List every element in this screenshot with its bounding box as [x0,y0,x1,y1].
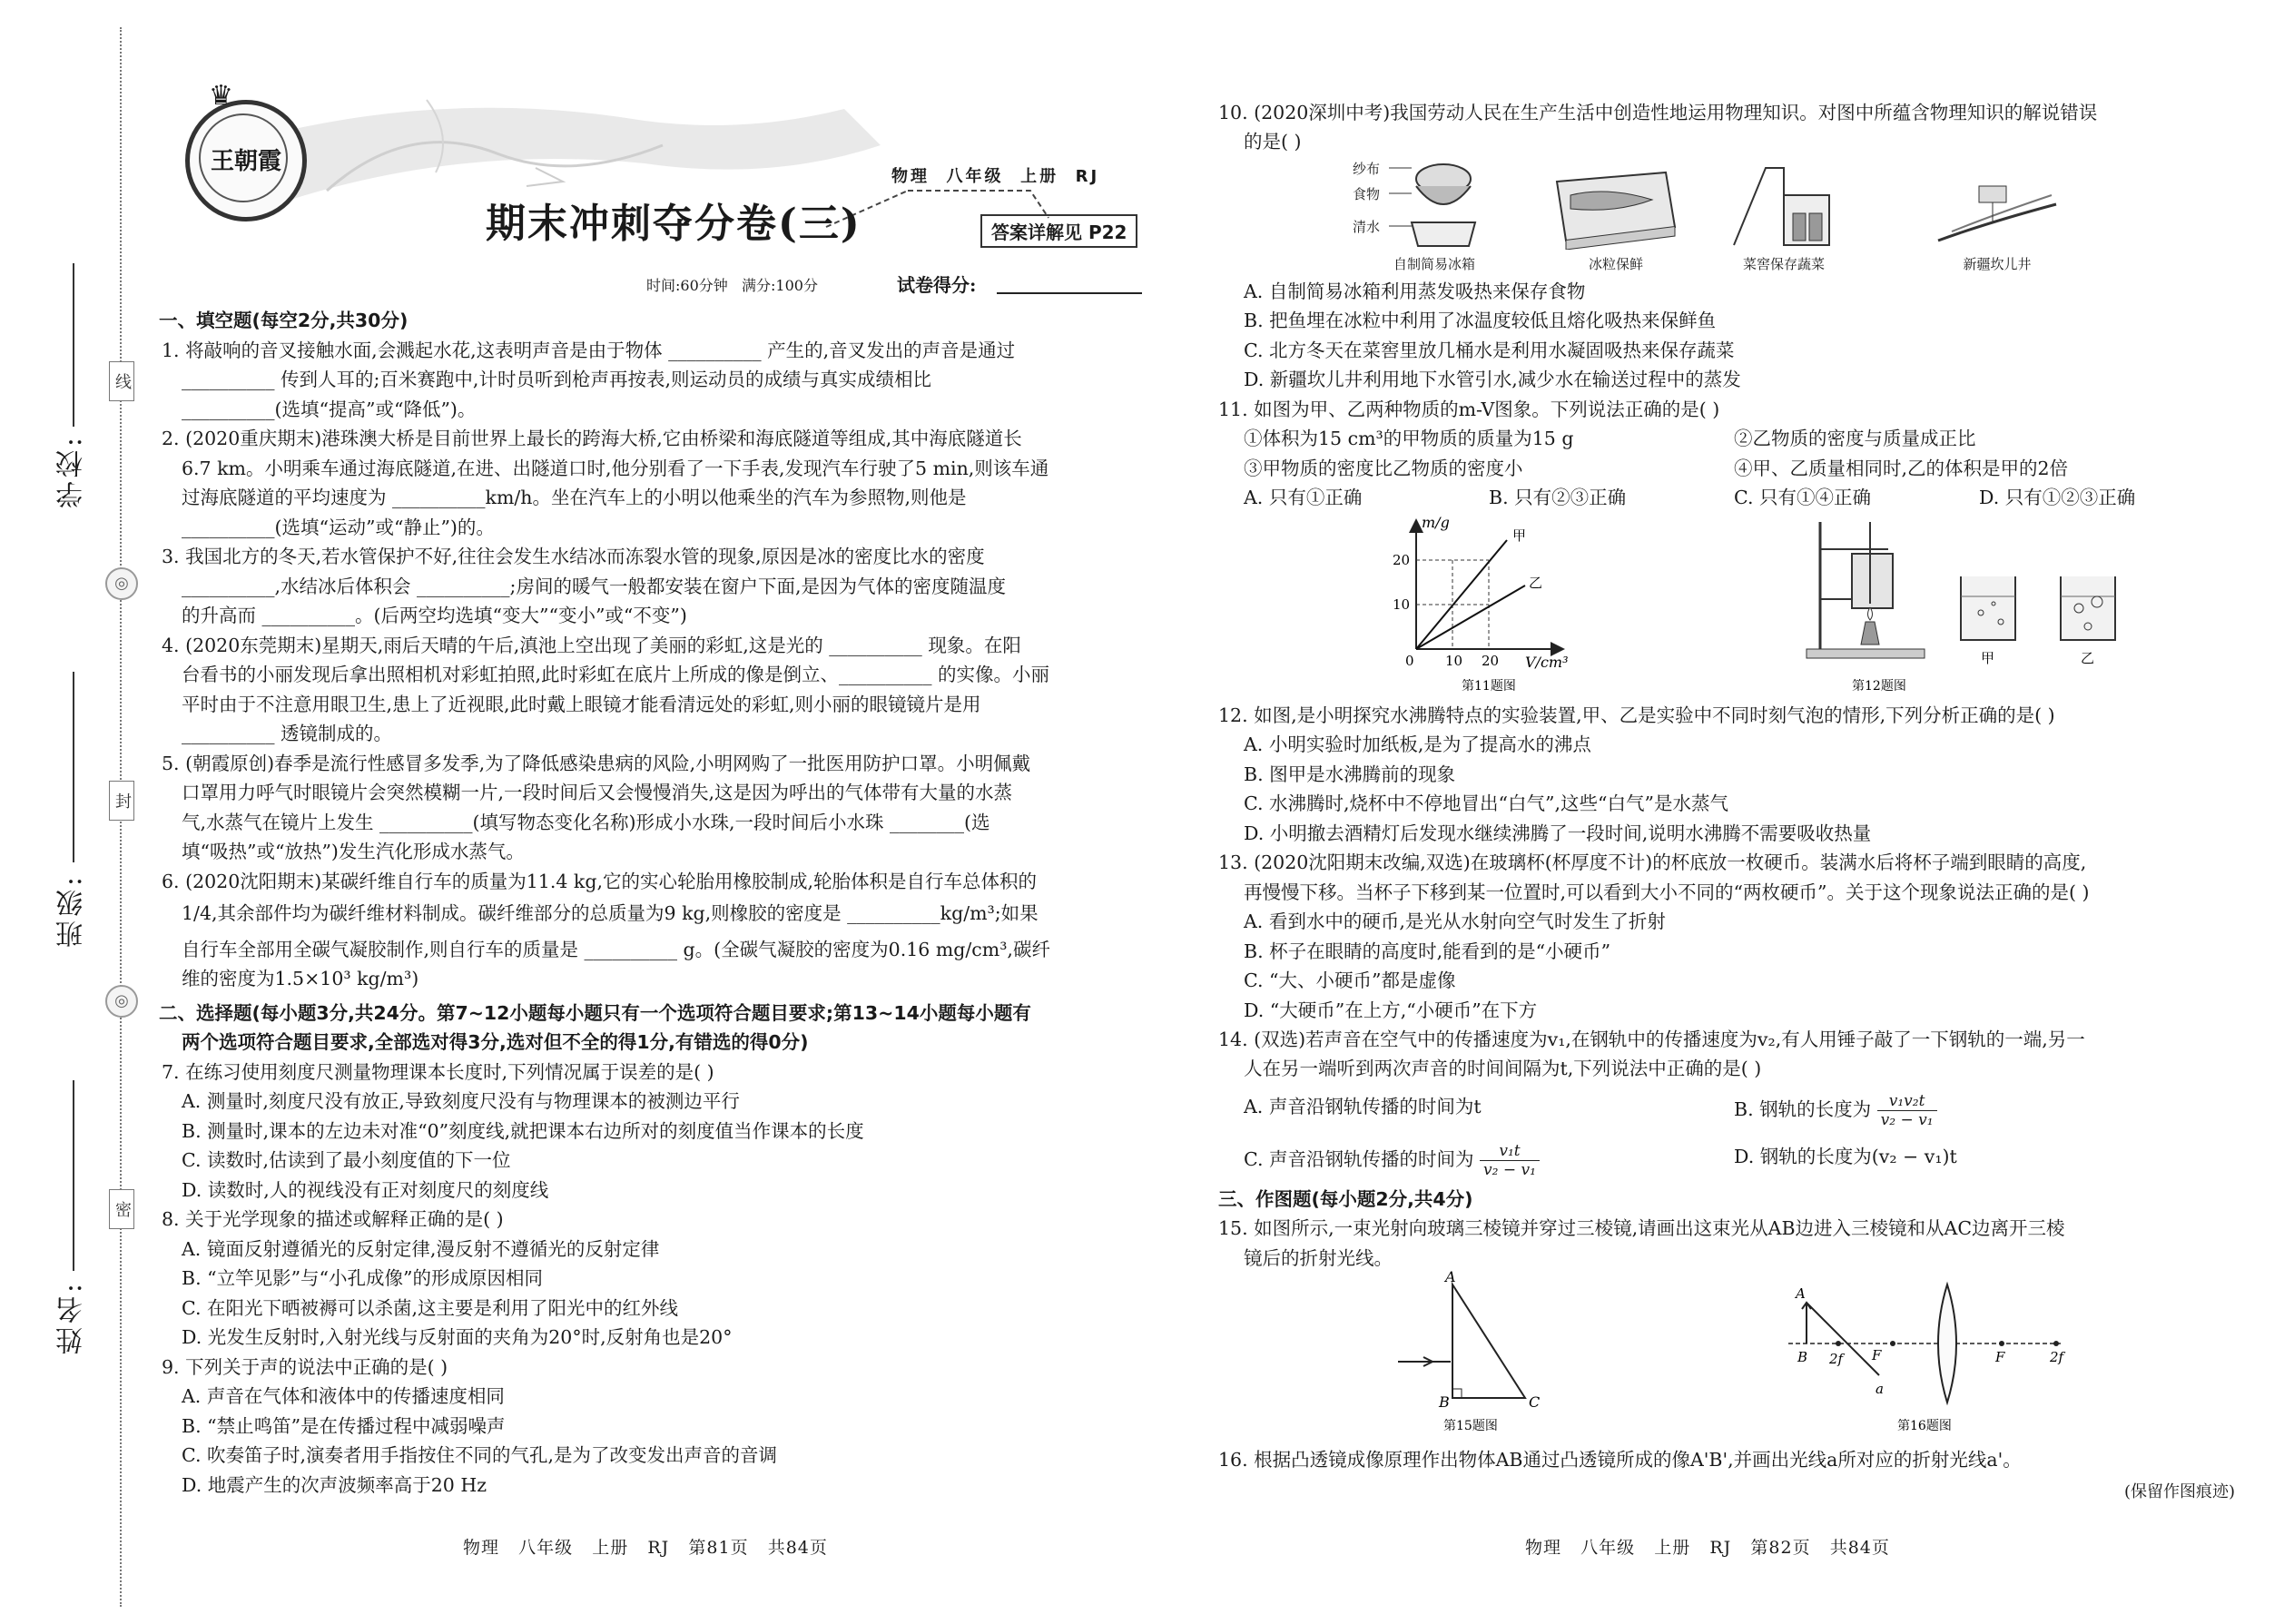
keep-traces-note: (保留作图痕迹) [2124,1482,2236,1501]
right-page: 10. (2020深圳中考)我国劳动人民在生产生活中创造性地运用物理知识。对图中所蕴含物理知识的解说错误 的是( ) 纱布 食物 清水 自制简易冰箱 冰粒保鲜 菜窖保存蔬菜 新疆坎儿井 A. 自制简易冰箱利用蒸发吸热来保存食物 B. 把鱼埋在冰粒中利用了冰温度较低且熔化吸热来保鲜鱼 C. 北方冬天在菜窖里放几桶水是利用水凝固吸热来保存蔬菜 D. 新疆坎儿井利用地下水管引水,减少水在输送过程中的蒸发 11. 如图为甲、乙两种物质的m-V图象。下列说法正确的是( ) ①体积为15 cm³的甲物质的质量为15 g ②乙物质的密度与质量成正比 ③甲物质的密度比乙物质的密度小 ④甲、乙质量相同时,乙的体积是甲的2倍 A. 只有①正确 B. 只有②③正确 C. 只有①④正确 D. 只有①②③正确 m/g V/cm³ 0 10 20 10 20 甲 乙 第11题图 甲 乙 第12题图 12. 如图,是小明探究水沸腾特点的实验装置,甲、乙是实验中不同时刻气泡的情形,下列分析正确的是( ) A. 小明实验时加纸板,是为了提高水的沸点 B. 图甲是水沸腾前的现象 C. 水沸腾时,烧杯中不停地冒出“白气”,这些“白气”是水蒸气 D. 小明撤去酒精灯后发现水继续沸腾了一段时间,说明水沸腾不需要吸收热量 13. (2020沈阳期末改编,双选)在玻璃杯(杯厚度不计)的杯底放一枚硬币。装满水后将杯子端到眼睛的高度, 再慢慢下移。当杯子下移到某一位置时,可以看到大小不同的“两枚硬币”。关于这个现象说法正确的是( ) A. 看到水中的硬币,是光从水射向空气时发生了折射 B. 杯子在眼睛的高度时,能看到的是“小硬币” C. “大、小硬币”都是虚像 D. “大硬币”在上方,“小硬币”在下方 14. (双选)若声音在空气中的传播速度为v₁,在钢轨中的传播速度为v₂,有人用锤子敲了一下钢轨的一端,另一 人在另一端听到两次声音的时间间隔为t,下列说法中正确的是( ) A. 声音沿钢轨传播的时间为t B. 钢轨的长度为 $\frac{\text{v₁v₂t}}{\text{v₂ − v₁}}$ C. 声音沿钢轨传播的时间为 $\frac{\text{v₁t}}{\text{v₂ − v₁}}$ D. 钢轨的长度为(v₂ − v₁)t 三、作图题(每小题2分,共4分) 15. 如图所示,一束光射向玻璃三棱镜并穿过三棱镜,请画出这束光从AB边进入三棱镜和从AC边离开三棱 镜后的折射光线。 A B C 第15题图 A B 2f F F 2f a 第16题图 16. 根据凸透镜成像原理作出物体AB通过凸透镜所成的像A'B',并画出光线a所对应的折射光线a'。 (保留作图痕迹) 物理 八年级 上册 RJ 第82页 共84页 [1218,102,2236,1558]
option[interactable]: C. 北方冬天在菜窖里放几桶水是利用水凝固吸热来保存蔬菜 [1244,340,1735,361]
karez-illustration [1934,168,2061,250]
x-tick-label: 20 [1482,653,1500,669]
ice-fish-illustration [1552,163,1679,250]
y-tick-label: 10 [1393,596,1411,613]
time-score: 时间:60分钟 满分:100分 [646,277,818,294]
cut-mark-1: 线 [109,361,134,401]
option[interactable]: A. 声音沿钢轨传播的时间为t [1244,1096,1482,1117]
figure-caption: 第11题图 [1462,679,1516,694]
question-16: 16. 根据凸透镜成像原理作出物体AB通过凸透镜所成的像A'B',并画出光线a所对应的折射光线a'。 [1218,1449,2022,1471]
option[interactable]: B. 钢轨的长度为 $\frac{\text{v₁v₂t}}{\text{v₂ − v₁}}$ [1734,1092,1937,1129]
name-line[interactable] [73,1080,74,1271]
option[interactable]: C. 吹奏笛子时,演奏者用手指按住不同的气孔,是为了改变发出声音的音调 [182,1444,778,1466]
score-field[interactable] [997,292,1142,294]
page-footer: 物理 八年级 上册 RJ 第82页 共84页 [1525,1538,1890,1558]
figure-12-apparatus [1779,513,2161,694]
section-choice-note: 两个选项符合题目要求,全部选对得3分,选对但不全的得1分,有错选的得0分) [182,1031,809,1053]
hole-icon: ◎ [105,567,138,600]
cut-mark-2: 封 [109,781,134,821]
convex-lens [1938,1284,1956,1403]
option[interactable]: D. 只有①②③正确 [1979,487,2136,508]
option[interactable]: C. 只有①④正确 [1734,487,1871,508]
school-line[interactable] [73,263,74,427]
left-page: 王朝霞 ♛ 物理 八年级 上册 RJ 期末冲刺夺分卷(三) 答案详解见 P22 时间:60分钟 满分:100分 试卷得分: 一、填空题(每空2分,共30分) 1. 将敲响的音叉接触水面,会溅起水花,这表明声音是由于物体 __________ 产生的,音叉发出的声音是通过 __________ 传到人耳的;百米赛跑中,计时员听到枪声再按表,则运动员的成绩与真实成绩相比 __________(选填“提高”或“降低”)。 2. (2020重庆期末)港珠澳大桥是目前世界上最长的跨海大桥,它由桥梁和海底隧道等组成,其中海底隧道长 6.7 km。小明乘车通过海底隧道,在进、出隧道口时,他分别看了一下手表,发现汽车行驶了5 min,则该车通 过海底隧道的平均速度为 __________km/h。坐在汽车上的小明以他乘坐的汽车为参照物,则他是 __________(选填“运动”或“静止”)的。 3. 我国北方的冬天,若水管保护不好,往往会发生水结冰而冻裂水管的现象,原因是冰的密度比水的密度 __________,水结冰后体积会 __________;房间的暖气一般都安装在窗户下面,是因为气体的密度随温度 的升高而 __________。(后两空均选填“变大”“变小”或“不变”) 4. (2020东莞期末)星期天,雨后天晴的午后,滇池上空出现了美丽的彩虹,这是光的 __________ 现象。在阳 台看书的小丽发现后拿出照相机对彩虹拍照,此时彩虹在底片上所成的像是倒立、__________ 的实像。小丽 平时由于不注意用眼卫生,患上了近视眼,此时戴上眼镜才能看清远处的彩虹,则小丽的眼镜镜片是用 __________ 透镜制成的。 5. (朝霞原创)春季是流行性感冒多发季,为了降低感染患病的风险,小明网购了一批医用防护口罩。小明佩戴 口罩用力呼气时眼镜片会突然模糊一片,一段时间后又会慢慢消失,这是因为呼出的气体带有大量的水蒸 气,水蒸气在镜片上发生 __________(填写物态变化名称)形成小水珠,一段时间后小水珠 ________(选 填“吸热”或“放热”)发生汽化形成水蒸气。 6. (2020沈阳期末)某碳纤维自行车的质量为11.4 kg,它的实心轮胎用橡胶制成,轮胎体积是自行车总体积的 1/4,其余部件均为碳纤维材料制成。碳纤维部分的总质量为9 kg,则橡胶的密度是 __________kg/m³;如果 自行车全部用全碳气凝胶制作,则自行车的质量是 __________ g。(全碳气凝胶的密度为0.16 mg/cm³,碳纤 维的密度为1.5×10³ kg/m³) 二、选择题(每小题3分,共24分。第7~12小题每小题只有一个选项符合题目要求;第13~14小题每小题有 两个选项符合题目要求,全部选对得3分,选对但不全的得1分,有错选的得0分) 7. 在练习使用刻度尺测量物理课本长度时,下列情况属于误差的是( ) A. 测量时,刻度尺没有放正,导致刻度尺没有与物理课本的被测边平行 B. 测量时,课本的左边未对准“0”刻度线,就把课本右边所对的刻度值当作课本的长度 C. 读数时,估读到了最小刻度值的下一位 D. 读数时,人的视线没有正对刻度尺的刻度线 8. 关于光学现象的描述或解释正确的是( ) A. 镜面反射遵循光的反射定律,漫反射不遵循光的反射定律 B. “立竿见影”与“小孔成像”的形成原因相同 C. 在阳光下晒被褥可以杀菌,这主要是利用了阳光中的红外线 D. 光发生反射时,入射光线与反射面的夹角为20°时,反射角也是20° 9. 下列关于声的说法中正确的是( ) A. 声音在气体和液体中的传播速度相同 B. “禁止鸣笛”是在传播过程中减弱噪声 C. 吹奏笛子时,演奏者用手指按住不同的气孔,是为了改变发出声音的音调 D. 地震产生的次声波频率高于20 Hz 物理 八年级 上册 RJ 第81页 共84页 [154,0,1153,1624]
figure-caption: 第12题图 [1852,679,1906,694]
option[interactable]: D. 地震产生的次声波频率高于20 Hz [182,1474,487,1496]
label-2f-right: 2f [2050,1349,2064,1365]
vertex-c: C [1529,1393,1541,1411]
beaker-label-jia: 甲 [1981,650,1995,666]
label-water: 清水 [1353,219,1381,235]
answer-reference: 答案详解见 P22 [980,214,1137,248]
option[interactable]: C. 在阳光下晒被褥可以杀菌,这主要是利用了阳光中的红外线 [182,1297,679,1319]
section-drawing: 三、作图题(每小题2分,共4分) [1218,1188,1473,1210]
option[interactable]: D. 光发生反射时,入射光线与反射面的夹角为20°时,反射角也是20° [182,1326,733,1348]
option[interactable]: A. 看到水中的硬币,是光从水射向空气时发生了折射 [1244,910,1666,932]
label-f-left: F [1872,1347,1882,1363]
option[interactable]: A. 只有①正确 [1244,487,1363,508]
beaker-label-yi: 乙 [2081,650,2095,666]
series-label-jia: 甲 [1512,527,1527,544]
page-footer: 物理 八年级 上册 RJ 第81页 共84页 [463,1538,828,1558]
option[interactable]: D. 新疆坎儿井利用地下水管引水,减少水在输送过程中的蒸发 [1244,369,1741,390]
cellar-illustration [1729,159,1838,250]
option[interactable]: D. 钢轨的长度为(v₂ − v₁)t [1734,1146,1957,1167]
header-tagline: 物理 八年级 上册 RJ [891,167,1100,186]
figure-caption: 第15题图 [1443,1419,1498,1433]
class-label: 班级: [56,873,88,949]
option[interactable]: D. 小明撤去酒精灯后发现水继续沸腾了一段时间,说明水沸腾不需要吸收热量 [1244,822,1872,844]
fraction: $\frac{\text{v₁v₂t}}{\text{v₂ − v₁}}$ [1877,1092,1937,1129]
y-axis-label: m/g [1422,514,1450,531]
q10-figures [1353,159,2115,277]
caption-ice: 冰粒保鲜 [1588,256,1643,272]
option[interactable]: A. 声音在气体和液体中的传播速度相同 [182,1385,505,1407]
fridge-illustration [1380,159,1480,250]
option[interactable]: B. 把鱼埋在冰粒中利用了冰温度较低且熔化吸热来保鲜鱼 [1244,310,1717,331]
label-food: 食物 [1353,186,1381,202]
x-axis-label: V/cm³ [1525,654,1569,671]
option[interactable]: B. 测量时,课本的左边未对准“0”刻度线,就把课本右边所对的刻度值当作课本的长度 [182,1120,864,1142]
caption-karez: 新疆坎儿井 [1963,256,2032,272]
section-fill-in: 一、填空题(每空2分,共30分) [159,310,409,331]
option[interactable]: B. “立竿见影”与“小孔成像”的形成原因相同 [182,1267,544,1289]
section-choice: 二、选择题(每小题3分,共24分。第7~12小题每小题只有一个选项符合题目要求;第13~14小题每小题有 [159,1002,1031,1024]
label-f-right: F [1995,1349,2005,1365]
cut-mark-3: 密 [109,1189,134,1229]
point-a: A [1796,1285,1806,1302]
y-tick-label: 20 [1393,552,1411,568]
option[interactable]: A. 小明实验时加纸板,是为了提高水的沸点 [1244,733,1591,755]
label-cloth: 纱布 [1353,161,1381,177]
point-b: B [1797,1349,1808,1365]
logo-text: 王朝霞 [210,148,281,175]
origin-label: 0 [1405,653,1414,669]
option[interactable]: B. “禁止鸣笛”是在传播过程中减弱噪声 [182,1415,506,1437]
series-line-jia [1416,540,1507,649]
hole-icon: ◎ [105,985,138,1018]
score-label: 试卷得分: [897,274,977,296]
option[interactable]: A. 镜面反射遵循光的反射定律,漫反射不遵循光的反射定律 [182,1238,660,1260]
option[interactable]: D. “大硬币”在上方,“小硬币”在下方 [1244,999,1538,1021]
figure-16-lens[interactable] [1788,1280,2079,1434]
crown-icon: ♛ [209,80,233,112]
binding-margin [0,0,154,1624]
publisher-logo [185,100,307,221]
vertex-a: A [1445,1271,1456,1285]
option[interactable]: B. 杯子在眼睛的高度时,能看到的是“小硬币” [1244,940,1611,962]
series-label-yi: 乙 [1529,575,1543,591]
prism-shape [1452,1284,1525,1398]
option[interactable]: C. 水沸腾时,烧杯中不停地冒出“白气”,这些“白气”是水蒸气 [1244,792,1728,814]
option[interactable]: C. 读数时,估读到了最小刻度值的下一位 [182,1149,511,1171]
option[interactable]: A. 自制简易冰箱利用蒸发吸热来保存食物 [1244,281,1586,302]
option[interactable]: B. 只有②③正确 [1489,487,1627,508]
vertex-b: B [1439,1393,1450,1411]
option[interactable]: A. 测量时,刻度尺没有放正,导致刻度尺没有与物理课本的被测边平行 [182,1090,740,1112]
series-line-yi [1416,586,1525,649]
caption-cellar: 菜窖保存蔬菜 [1742,256,1825,272]
option[interactable]: C. 声音沿钢轨传播的时间为 $\frac{\text{v₁t}}{\text{v₂ − v₁}}$ [1244,1142,1540,1179]
label-2f-left: 2f [1829,1351,1844,1367]
option[interactable]: C. “大、小硬币”都是虚像 [1244,969,1456,991]
figure-15-prism[interactable] [1398,1271,1598,1434]
option[interactable]: B. 图甲是水沸腾前的现象 [1244,763,1456,785]
ray-label-a: a [1876,1381,1884,1397]
name-label: 姓名: [56,1280,88,1355]
caption-fridge: 自制简易冰箱 [1393,256,1475,272]
fraction: $\frac{\text{v₁t}}{\text{v₂ − v₁}}$ [1480,1142,1540,1179]
school-label: 学校: [56,434,88,509]
figure-11-graph [1380,513,1598,694]
x-tick-label: 10 [1445,653,1463,669]
option[interactable]: D. 读数时,人的视线没有正对刻度尺的刻度线 [182,1179,549,1201]
figure-caption: 第16题图 [1897,1419,1952,1433]
page-title: 期末冲刺夺分卷(三) [486,201,861,247]
class-line[interactable] [73,672,74,862]
